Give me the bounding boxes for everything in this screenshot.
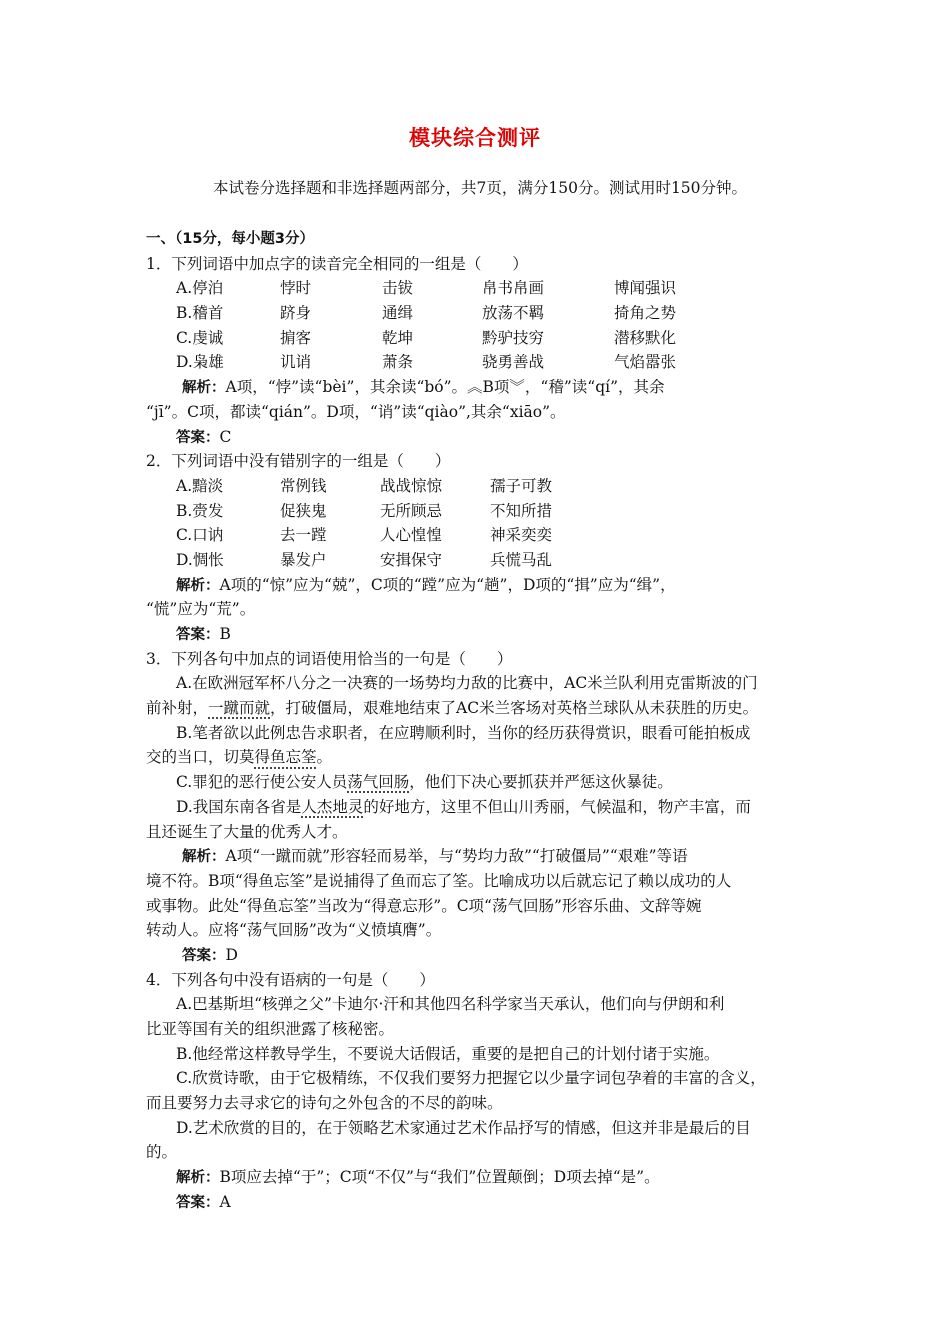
sentence-text: 交的当口，切莫 <box>146 748 255 767</box>
option-word: 潜移默化 <box>614 328 677 347</box>
analysis-label: 解析： <box>176 577 220 594</box>
option-word: 博闻强识 <box>614 279 677 298</box>
q4-analysis <box>146 1165 806 1190</box>
option-word: 去一蹚 <box>280 526 327 545</box>
answer-value: C <box>219 427 232 446</box>
q3-option-b-cont <box>146 745 806 770</box>
option-word: 暴发户 <box>280 550 327 569</box>
option-word: A.停泊 <box>176 279 224 298</box>
option-word: 讥诮 <box>280 353 312 372</box>
dotted-phrase: 一蹴而就 <box>208 699 271 718</box>
q2-option-b <box>146 499 806 524</box>
answer-label: 答案： <box>176 429 220 446</box>
option-word: 孺子可教 <box>490 476 553 495</box>
sentence-text: C.罪犯的恶行使公安人员 <box>176 773 348 792</box>
option-word: 气焰嚣张 <box>614 353 677 372</box>
q4-option-c-cont: 而且要努力去寻求它的诗句之外包含的不尽的韵味。 <box>146 1094 503 1113</box>
q1-option-b <box>146 301 806 326</box>
sentence-text: 前补射， <box>146 699 209 718</box>
q3-option-b: B.笔者欲以此例忠告求职者，在应聘顺利时，当你的经历获得赏识，眼看可能拍板成 <box>176 723 751 742</box>
option-word: 黔驴技穷 <box>482 328 545 347</box>
option-word: 通缉 <box>382 304 414 323</box>
q3-option-d <box>146 795 806 820</box>
q4-option-a-cont: 比亚等国有关的组织泄露了核秘密。 <box>146 1020 395 1038</box>
option-word: 常例钱 <box>280 476 327 495</box>
q1-option-d <box>146 350 806 375</box>
q1-option-c <box>146 326 806 351</box>
option-word: 击钹 <box>382 279 414 298</box>
q4-answer <box>146 1190 806 1215</box>
option-word: 萧条 <box>382 353 414 372</box>
dotted-phrase: 荡气回肠 <box>347 773 410 792</box>
q3-analysis <box>146 844 806 869</box>
q3-answer <box>146 943 806 968</box>
option-word: 放荡不羁 <box>482 304 545 323</box>
question-2-stem: 2．下列词语中没有错别字的一组是（ ） <box>146 452 451 471</box>
q3-analysis-cont: 或事物。此处“得鱼忘筌”当改为“得意忘形”。C项“荡气回肠”形容乐曲、文辞等婉 <box>146 896 702 915</box>
q3-option-a: A.在欧洲冠军杯八分之一决赛的一场势均力敌的比赛中，AC米兰队利用克雷斯波的门 <box>176 674 758 693</box>
q3-analysis-cont: 境不符。B项“得鱼忘筌”是说捕得了鱼而忘了筌。比喻成功以后就忘记了赖以成功的人 <box>146 871 732 890</box>
option-word: D.惆怅 <box>176 550 224 569</box>
option-word: 掎角之势 <box>614 304 677 323</box>
q3-analysis-cont: 转动人。应将“荡气回肠”改为“义愤填膺”。 <box>146 921 442 940</box>
option-word: 掮客 <box>280 328 312 347</box>
sentence-text: D.我国东南各省是 <box>176 797 302 816</box>
analysis-text: A项，“悖”读“bèi”，其余读“bó”。︽B项︾，“稽”读“qí”，其余 <box>225 378 665 397</box>
q2-analysis <box>146 573 806 598</box>
intro-text: 本试卷分选择题和非选择题两部分，共7页，满分150分。测试用时150分钟。 <box>213 179 748 197</box>
q1-analysis <box>146 375 806 400</box>
option-word: C.口讷 <box>176 526 224 545</box>
q3-option-d-cont: 且还诞生了大量的优秀人才。 <box>146 822 348 841</box>
answer-label: 答案： <box>182 947 226 964</box>
option-word: D.枭雄 <box>176 353 224 372</box>
q4-option-b: B.他经常这样教导学生，不要说大话假话，重要的是把自己的计划付诸于实施。 <box>176 1044 720 1063</box>
answer-label: 答案： <box>176 627 220 643</box>
sentence-text: 的好地方，这里不但山川秀丽，气候温和，物产丰富，而 <box>363 797 751 816</box>
option-word: 战战惊惊 <box>380 476 443 495</box>
q2-option-c <box>146 523 806 548</box>
question-4-stem: 4．下列各句中没有语病的一句是（ ） <box>146 970 435 989</box>
question-3-stem: 3．下列各句中加点的词语使用恰当的一句是（ ） <box>146 649 513 668</box>
analysis-label: 解析： <box>182 849 226 866</box>
q4-option-d: D.艺术欣赏的目的，在于领略艺术家通过艺术作品抒写的情感，但这并非是最后的目 <box>176 1118 751 1137</box>
dotted-phrase: 得鱼忘筌 <box>254 748 317 767</box>
answer-value: B <box>219 625 231 643</box>
option-word: 无所顾忌 <box>380 501 443 520</box>
option-word: 不知所措 <box>490 501 553 520</box>
sentence-text: ，打破僵局，艰难地结束了AC米兰客场对英格兰球队从未获胜的历史。 <box>270 699 759 718</box>
q2-answer <box>146 622 806 647</box>
section-heading: 一、（15分，每小题3分） <box>146 231 315 247</box>
option-word: B.赍发 <box>176 501 224 520</box>
analysis-text: A项“一蹴而就”形容轻而易举，与“势均力敌”“打破僵局”“艰难”等语 <box>225 847 688 866</box>
analysis-text: A项的“惊”应为“兢”，C项的“蹚”应为“趟”，D项的“揖”应为“缉”， <box>219 575 676 594</box>
content <box>146 227 806 1215</box>
option-word: 乾坤 <box>382 328 414 347</box>
q2-analysis-cont: “慌”应为“荒”。 <box>146 600 256 619</box>
answer-value: A <box>219 1192 231 1211</box>
option-word: A.黯淡 <box>176 476 224 495</box>
q1-option-a <box>146 276 806 301</box>
option-word: B.稽首 <box>176 304 224 323</box>
q4-option-d-cont: 的。 <box>146 1143 178 1162</box>
option-word: C.虔诚 <box>176 328 224 347</box>
question-1-stem: 1．下列词语中加点字的读音完全相同的一组是（ ） <box>146 254 528 273</box>
q2-option-d <box>146 548 806 573</box>
option-word: 人心惶惶 <box>380 526 443 545</box>
sentence-text: ，他们下决心要抓获并严惩这伙暴徒。 <box>409 773 673 792</box>
option-word: 安揖保守 <box>380 550 443 569</box>
analysis-text: B项应去掉“于”；C项“不仅”与“我们”位置颠倒；D项去掉“是”。 <box>219 1168 660 1187</box>
q1-analysis-cont: “jī”。C项，都读“qián”。D项，“诮”读“qiào”,其余“xiāo”。 <box>146 402 566 421</box>
q3-option-c <box>146 770 806 795</box>
option-word: 悖时 <box>280 279 312 298</box>
sentence-text: 。 <box>316 748 333 767</box>
q4-option-a: A.巴基斯坦“核弹之父”卡迪尔·汗和其他四名科学家当天承认，他们向与伊朗和利 <box>176 995 725 1014</box>
q1-answer <box>146 425 806 450</box>
q2-option-a <box>146 474 806 499</box>
q3-option-a-cont <box>146 696 806 721</box>
answer-label: 答案： <box>176 1194 220 1211</box>
analysis-label: 解析： <box>176 1170 220 1187</box>
analysis-label: 解析： <box>182 380 226 397</box>
page-title: 模块综合测评 <box>409 126 541 150</box>
option-word: 骁勇善战 <box>482 353 545 372</box>
option-word: 神采奕奕 <box>490 526 553 545</box>
option-word: 促狭鬼 <box>280 501 327 520</box>
option-word: 帛书帛画 <box>482 279 545 298</box>
option-word: 跻身 <box>280 304 312 323</box>
q4-option-c: C.欣赏诗歌，由于它极精练，不仅我们要努力把握它以少量字词包孕着的丰富的含义， <box>176 1069 766 1088</box>
option-word: 兵慌马乱 <box>490 550 553 569</box>
dotted-phrase: 人杰地灵 <box>301 797 364 816</box>
answer-value: D <box>225 945 238 964</box>
